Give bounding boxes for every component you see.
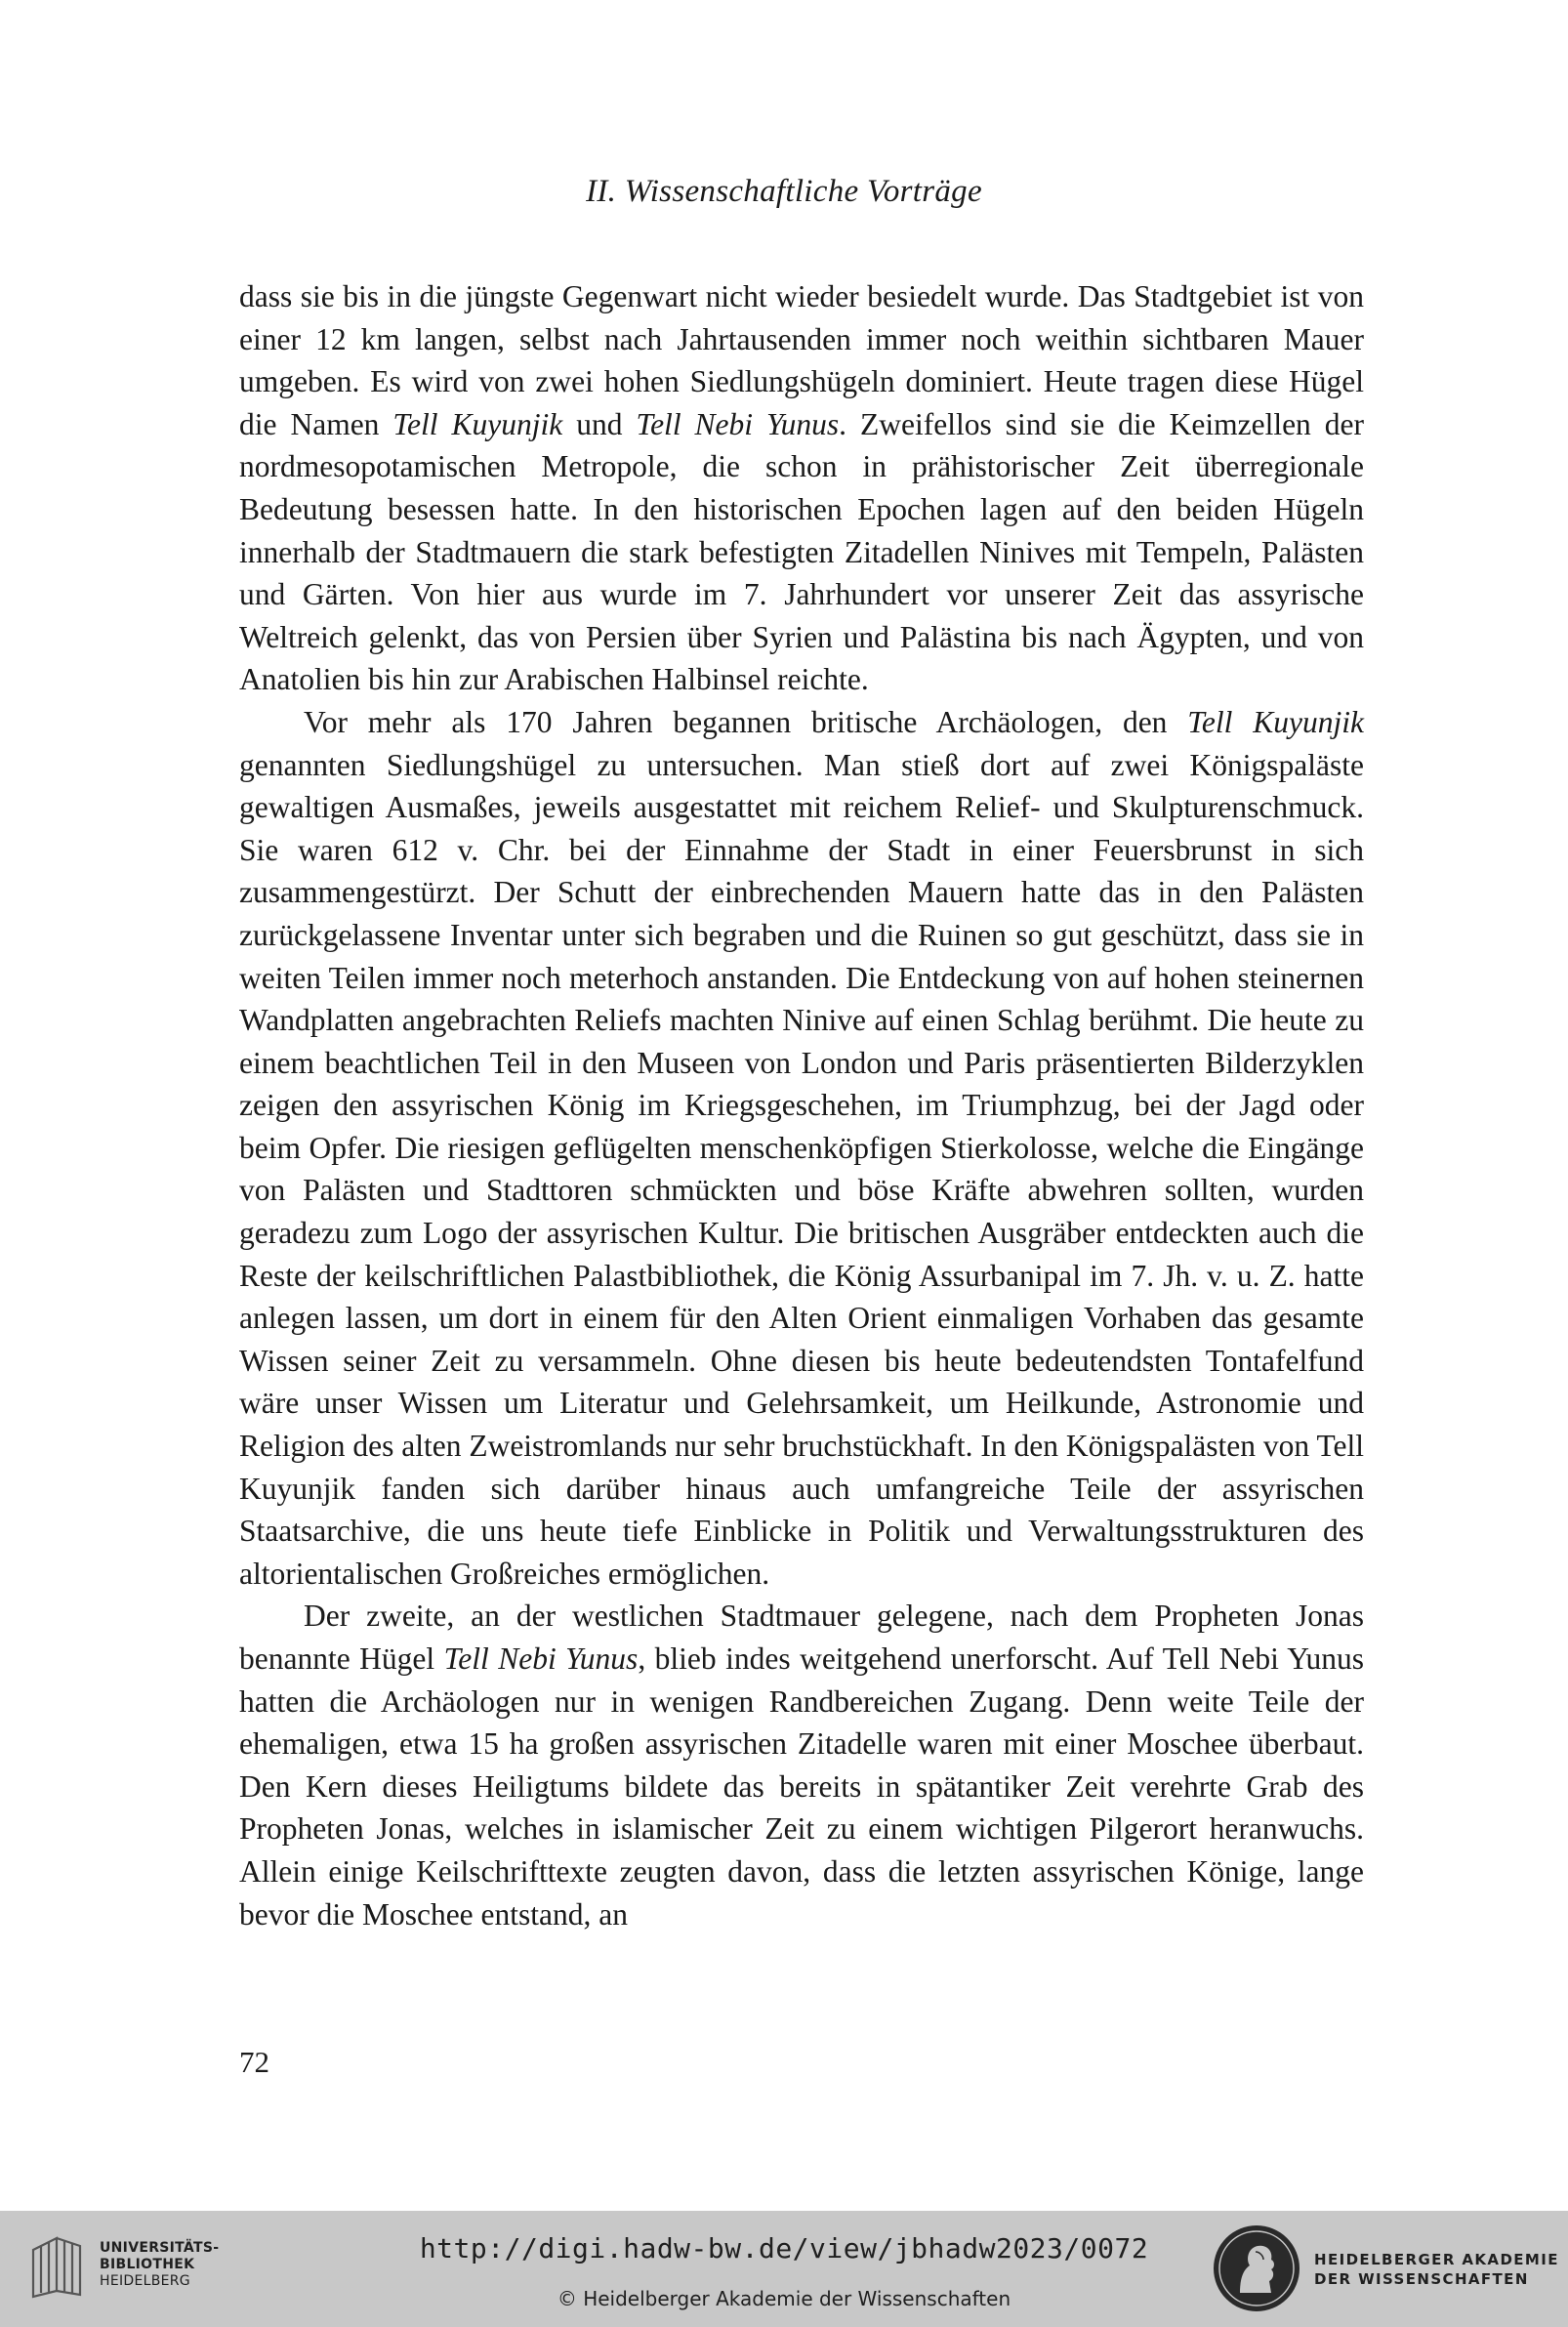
text-run: . Zweifellos sind sie die Keimzellen der nordmesopotamischen Metropole, die schon in prähistorischer Zeit überregionale Bedeutung besessen hatte. In den historischen Epochen lagen auf den beiden Hügeln innerhalb der Stadtmauern die stark befestigten Zitadellen Ninives mit Tempeln, Palästen und Gärten. Von hier aus wurde im 7. Jahrhundert vor unserer Zeit das assyrische Weltreich gelenkt, das von Persien über Syrien und Palästina bis nach Ägypten, und von Anatolien bis hin zur Arabischen Halbinsel reichte. (239, 406, 1364, 697)
italic-term: Tell Nebi Yunus (636, 406, 840, 441)
text-run: Vor mehr als 170 Jahren begannen britische Archäologen, den (304, 704, 1188, 739)
text-run: Der zweite, an der westlichen Stadtmauer gelegene, nach dem Propheten Jonas benannte Hügel (239, 1599, 1364, 1676)
paragraph (239, 1595, 1364, 1935)
permalink-url[interactable]: http://digi.hadw-bw.de/view/jbhadw2023/0072 (419, 2232, 1149, 2265)
text-run: , blieb indes weitgehend unerforscht. Auf Tell Nebi Yunus hatten die Archäologen nur in wenigen Randbereichen Zugang. Denn weite Teile der ehemaligen, etwa 15 ha großen assyrischen Zitadelle waren mit einer Moschee überbaut. Den Kern dieses Heiligtums bildete das bereits in spätantiker Zeit verehrte Grab des Propheten Jonas, welches in islamischer Zeit zu einem wichtigen Pilgerort heranwuchs. Allein einige Keilschrifttexte zeugten davon, dass die letzten assyrischen Könige, lange bevor die Moschee entstand, an (239, 1641, 1364, 1932)
italic-term: Tell Kuyunjik (1187, 704, 1364, 739)
text-run: genannten Siedlungshügel zu untersuchen. Man stieß dort auf zwei Königspaläste gewaltigen Ausmaßes, jeweils ausgestattet mit reichem Relief- und Skulpturenschmuck. Sie waren 612 v. Chr. bei der Einnahme der Stadt in einer Feuersbrunst in sich zusammengestürzt. Der Schutt der einbrechenden Mauern hatte das in den Palästen zurückgelassene Inventar unter sich begraben und die Ruinen so gut geschützt, dass sie in weiten Teilen immer noch meterhoch anstanden. Die Entdeckung von auf hohen steinernen Wandplatten angebrachten Reliefs machten Ninive auf einen Schlag berühmt. Die heute zu einem beachtlichen Teil in den Museen von London und Paris präsentierten Bilderzyklen zeigen den assyrischen König im Kriegsgeschehen, im Triumphzug, bei der Jagd oder beim Opfer. Die riesigen geflügelten menschenköpfigen Stierkolosse, welche die Eingänge von Palästen und Stadttoren schmückten und böse Kräfte abwehren sollten, wurden geradezu zum Logo der assyrischen Kultur. Die britischen Ausgräber entdeckten auch die Reste der keilschriftlichen Palastbibliothek, die König Assurbanipal im 7. Jh. v. u. Z. hatte anlegen lassen, um dort in einem für den Alten Orient einmaligen Vorhaben das gesamte Wissen seiner Zeit zu versammeln. Ohne diesen bis heute bedeutendsten Tontafelfund wäre unser Wissen um Literatur und Gelehrsamkeit, um Heilkunde, Astronomie und Religion des alten Zweistromlands nur sehr bruchstückhaft. In den Königspalästen von Tell Kuyunjik fanden sich darüber hinaus auch umfangreiche Teile der assyrischen Staatsarchive, die uns heute tiefe Einblicke in Politik und Verwaltungsstrukturen des altorientalischen Großreiches ermöglichen. (239, 747, 1364, 1591)
body-text (239, 275, 1364, 1935)
academy-seal-icon[interactable] (1211, 2223, 1302, 2314)
italic-term: Tell Nebi Yunus (443, 1641, 639, 1676)
ub-line-3: HEIDELBERG (100, 2273, 190, 2289)
text-run: dass sie bis in die jüngste Gegenwart nicht wieder besiedelt wurde. Das Stadtgebiet ist von einer 12 km langen, selbst nach Jahrtausenden immer noch weithin sichtbaren Mauer umgeben. Es wird von zwei hohen Siedlungshügeln dominiert. Heute tragen diese Hügel die Namen (239, 279, 1364, 441)
academy-line-2: DER WISSENSCHAFTEN (1314, 2270, 1529, 2288)
running-head: II. Wissenschaftliche Vorträge (586, 174, 982, 209)
italic-term: Tell Kuyunjik (392, 406, 563, 441)
footer-bar (0, 2211, 1568, 2327)
copyright-notice: © Heidelberger Akademie der Wissenschaften (557, 2287, 1011, 2310)
ub-line-1: UNIVERSITÄTS- (100, 2240, 220, 2256)
paragraph (239, 701, 1364, 1595)
paragraph (239, 275, 1364, 701)
ub-line-2: BIBLIOTHEK (100, 2257, 195, 2272)
academy-line-1: HEIDELBERGER AKADEMIE (1314, 2251, 1559, 2268)
text-run: und (562, 406, 637, 441)
academy-label[interactable] (1314, 2250, 1559, 2289)
page-number: 72 (239, 2045, 269, 2079)
